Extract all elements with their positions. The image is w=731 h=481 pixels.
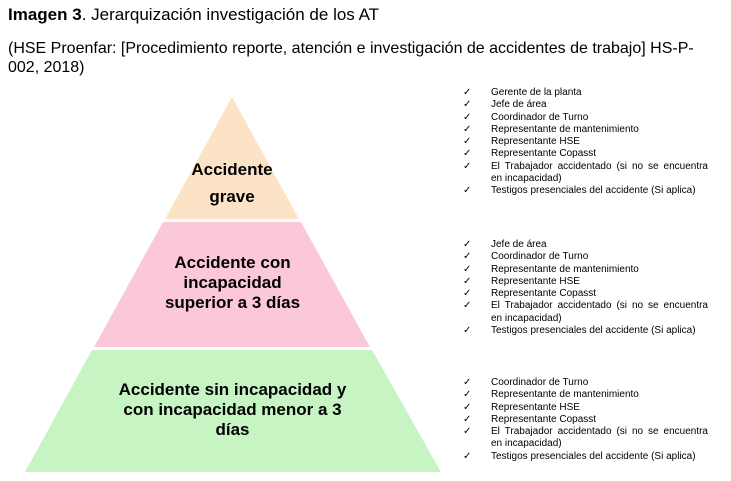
list-item-text: Representante de mantenimiento bbox=[491, 389, 639, 401]
list-item bbox=[463, 99, 708, 111]
list-item-text: Testigos presenciales del accidente (Si aplica) bbox=[491, 450, 696, 462]
list-item bbox=[463, 389, 708, 401]
list-item bbox=[463, 300, 708, 325]
list-item-text: Jefe de área bbox=[491, 99, 547, 111]
list-item bbox=[463, 124, 708, 136]
tier-3-participants-list bbox=[463, 377, 708, 463]
list-item bbox=[463, 325, 708, 337]
list-item-text: Representante Copasst bbox=[491, 413, 597, 425]
checkmark-icon: ✓ bbox=[463, 148, 472, 160]
list-item bbox=[463, 112, 708, 124]
list-item-text: Representante HSE bbox=[491, 275, 580, 287]
list-item bbox=[463, 87, 708, 99]
checkmark-icon: ✓ bbox=[463, 377, 472, 388]
tier-1-participants-list bbox=[463, 87, 708, 198]
list-item bbox=[463, 148, 708, 160]
checkmark-icon: ✓ bbox=[463, 239, 472, 250]
tier-2-label-line: superior a 3 días bbox=[164, 293, 301, 312]
tier-2-label-line: incapacidad bbox=[183, 273, 282, 292]
list-item bbox=[463, 239, 708, 251]
tier-3-label-line: Accidente sin incapacidad y bbox=[118, 380, 347, 399]
list-item-text: El Trabajador accidentado (si no se encuentra en incapacidad) bbox=[491, 300, 708, 324]
list-item-text: Testigos presenciales del accidente (Si aplica) bbox=[491, 185, 696, 197]
tier-3-label-line: días bbox=[215, 420, 250, 439]
tier-2-label bbox=[140, 253, 325, 313]
checkmark-icon: ✓ bbox=[463, 325, 472, 337]
list-item-text: El Trabajador accidentado (si no se encuentra en incapacidad) bbox=[491, 426, 708, 450]
list-item bbox=[463, 136, 708, 148]
list-item bbox=[463, 402, 708, 414]
tier-2-label-line: Accidente con bbox=[174, 253, 291, 272]
tier-3-label-line: con incapacidad menor a 3 bbox=[123, 400, 342, 419]
list-item bbox=[463, 451, 708, 463]
checkmark-icon: ✓ bbox=[463, 87, 472, 98]
list-item bbox=[463, 377, 708, 389]
checkmark-icon: ✓ bbox=[463, 413, 472, 425]
checkmark-icon: ✓ bbox=[463, 401, 472, 413]
checkmark-icon: ✓ bbox=[463, 300, 472, 312]
checkmark-icon: ✓ bbox=[463, 111, 472, 123]
list-item-text: Representante Copasst bbox=[491, 148, 597, 160]
list-item bbox=[463, 276, 708, 288]
checkmark-icon: ✓ bbox=[463, 251, 472, 263]
checkmark-icon: ✓ bbox=[463, 450, 472, 462]
tier-2-participants-list bbox=[463, 239, 708, 337]
list-item-text: Representante HSE bbox=[491, 136, 580, 148]
checkmark-icon: ✓ bbox=[463, 426, 472, 438]
list-item-text: Gerente de la planta bbox=[491, 87, 582, 98]
list-item-text: Representante HSE bbox=[491, 401, 580, 413]
list-item bbox=[463, 426, 708, 451]
checkmark-icon: ✓ bbox=[463, 288, 472, 300]
list-item bbox=[463, 251, 708, 263]
list-item-text: Representante de mantenimiento bbox=[491, 123, 639, 135]
list-item-text: Testigos presenciales del accidente (Si aplica) bbox=[491, 325, 696, 337]
list-item-text: Coordinador de Turno bbox=[491, 251, 589, 263]
list-item-text: Representante de mantenimiento bbox=[491, 263, 639, 275]
checkmark-icon: ✓ bbox=[463, 160, 472, 172]
checkmark-icon: ✓ bbox=[463, 389, 472, 401]
list-item-text: Coordinador de Turno bbox=[491, 111, 589, 123]
figure-source: (HSE Proenfar: [Procedimiento reporte, atención e investigación de accidentes de trabajo] HS-P-002, 2018) bbox=[8, 40, 694, 76]
tier-1-label-line: Accidente bbox=[191, 160, 273, 179]
figure-title-text: . Jerarquización investigación de los AT bbox=[81, 5, 380, 24]
list-item bbox=[463, 264, 708, 276]
list-item bbox=[463, 414, 708, 426]
list-item bbox=[463, 185, 708, 197]
checkmark-icon: ✓ bbox=[463, 99, 472, 111]
tier-1-label bbox=[167, 156, 297, 210]
figure-title-label: Imagen 3 bbox=[8, 5, 82, 24]
checkmark-icon: ✓ bbox=[463, 275, 472, 287]
list-item-text: Jefe de área bbox=[491, 239, 547, 250]
list-item bbox=[463, 161, 708, 186]
tier-1-label-line: grave bbox=[209, 187, 255, 206]
list-item-text: El Trabajador accidentado (si no se encuentra en incapacidad) bbox=[491, 160, 708, 185]
checkmark-icon: ✓ bbox=[463, 123, 472, 135]
checkmark-icon: ✓ bbox=[463, 185, 472, 197]
list-item-text: Representante Copasst bbox=[491, 288, 597, 300]
list-item bbox=[463, 288, 708, 300]
checkmark-icon: ✓ bbox=[463, 136, 472, 148]
tier-3-label bbox=[100, 380, 365, 440]
list-item-text: Coordinador de Turno bbox=[491, 377, 589, 388]
checkmark-icon: ✓ bbox=[463, 263, 472, 275]
